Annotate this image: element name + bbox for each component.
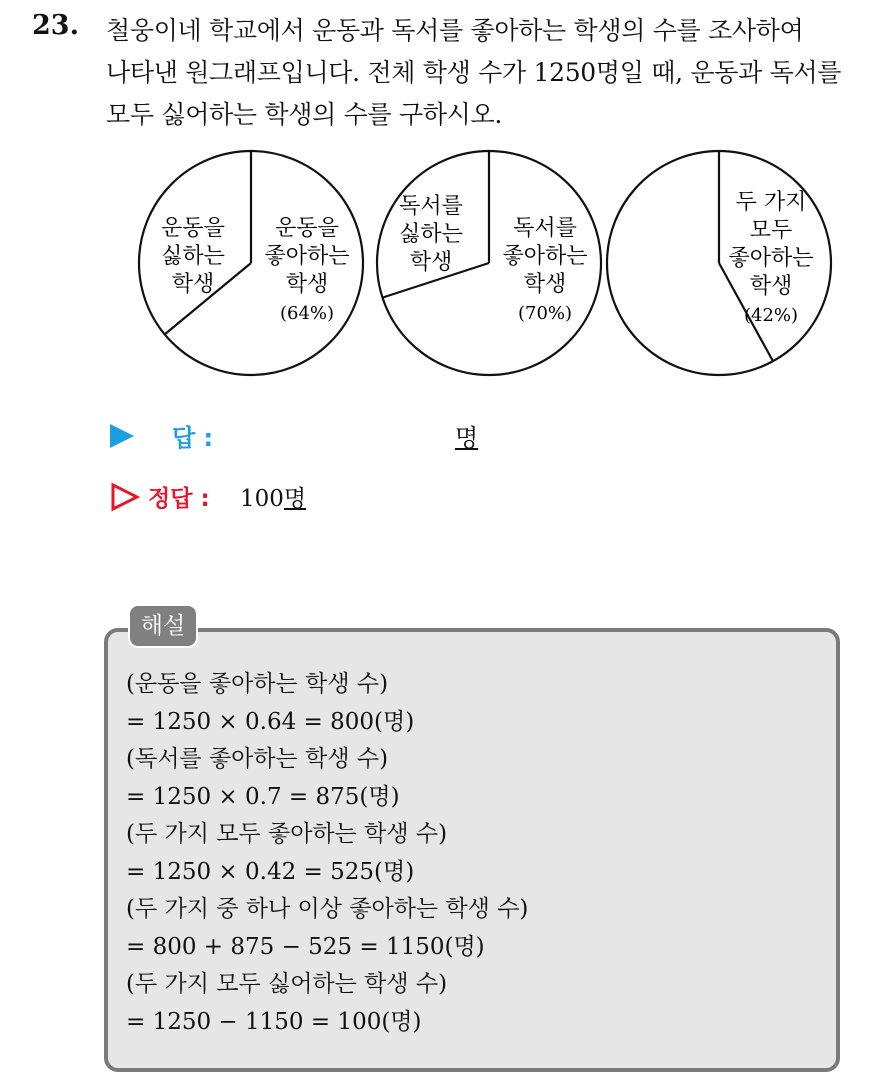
pie-chart-reading bbox=[374, 148, 604, 378]
question-line: 나타낸 원그래프입니다. 전체 학생 수가 1250명일 때, 운동과 독서를 bbox=[106, 58, 842, 87]
pie-right-label: 좋아하는 bbox=[502, 244, 588, 269]
pie-percent-label: (64%) bbox=[279, 303, 335, 324]
pie-left-label: 독서를 bbox=[399, 194, 463, 219]
solution-line: = 1250 × 0.64 = 800(명) bbox=[126, 708, 415, 735]
pie-percent-label: (70%) bbox=[517, 303, 573, 324]
answer-row bbox=[110, 418, 530, 452]
play-triangle-icon bbox=[110, 424, 134, 448]
pie-right-label: 학생 bbox=[523, 272, 567, 297]
pie-right-label: 좋아하는 bbox=[264, 244, 350, 269]
pie-left-label: 학생 bbox=[171, 272, 215, 297]
correct-label: 정답 : bbox=[148, 486, 210, 512]
pie-chart-exercise bbox=[136, 148, 366, 378]
outline-triangle-icon bbox=[110, 482, 140, 512]
solution-line: = 1250 × 0.42 = 525(명) bbox=[126, 858, 415, 885]
pie-right-label: 학생 bbox=[749, 274, 793, 299]
question-line: 모두 싫어하는 학생의 수를 구하시오. bbox=[106, 100, 502, 129]
question-text bbox=[106, 10, 876, 136]
solution-lines bbox=[126, 666, 826, 1041]
solution-line: = 1250 × 0.7 = 875(명) bbox=[126, 783, 400, 810]
pie-left-label: 학생 bbox=[409, 250, 453, 275]
answer-label: 답 : bbox=[172, 424, 214, 452]
pie-right-label: 독서를 bbox=[513, 216, 577, 241]
pie-left-label: 싫하는 bbox=[399, 222, 463, 247]
solution-line: (운동을 좋아하는 학생 수) bbox=[126, 671, 389, 697]
solution-line: (독서를 좋아하는 학생 수) bbox=[126, 746, 389, 772]
solution-line: (두 가지 모두 싫어하는 학생 수) bbox=[126, 971, 448, 997]
correct-value bbox=[240, 480, 306, 513]
correct-answer-row bbox=[110, 480, 530, 516]
solution-tab: 해설 bbox=[128, 604, 198, 648]
question-number: 23. bbox=[32, 10, 79, 41]
pie-left-label: 운동을 bbox=[161, 216, 225, 241]
correct-unit: 명 bbox=[283, 486, 307, 512]
pie-right-label: 좋아하는 bbox=[728, 246, 814, 271]
pie-right-label: 모두 bbox=[749, 218, 793, 243]
correct-number: 100 bbox=[240, 486, 284, 512]
solution-line: = 800 + 875 − 525 = 1150(명) bbox=[126, 933, 485, 960]
pie-chart-both bbox=[604, 148, 834, 378]
pie-right-label: 두 가지 bbox=[735, 190, 807, 215]
solution-line: (두 가지 모두 좋아하는 학생 수) bbox=[126, 821, 448, 847]
solution-line: = 1250 − 1150 = 100(명) bbox=[126, 1008, 422, 1035]
answer-unit: 명 bbox=[455, 424, 479, 452]
pie-left-label: 싫하는 bbox=[161, 244, 225, 269]
pie-percent-label: (42%) bbox=[743, 305, 799, 326]
pie-right-label: 학생 bbox=[285, 272, 329, 297]
question-line: 철웅이네 학교에서 운동과 독서를 좋아하는 학생의 수를 조사하여 bbox=[106, 16, 804, 45]
pie-right-label: 운동을 bbox=[275, 216, 339, 241]
solution-line: (두 가지 중 하나 이상 좋아하는 학생 수) bbox=[126, 896, 529, 922]
